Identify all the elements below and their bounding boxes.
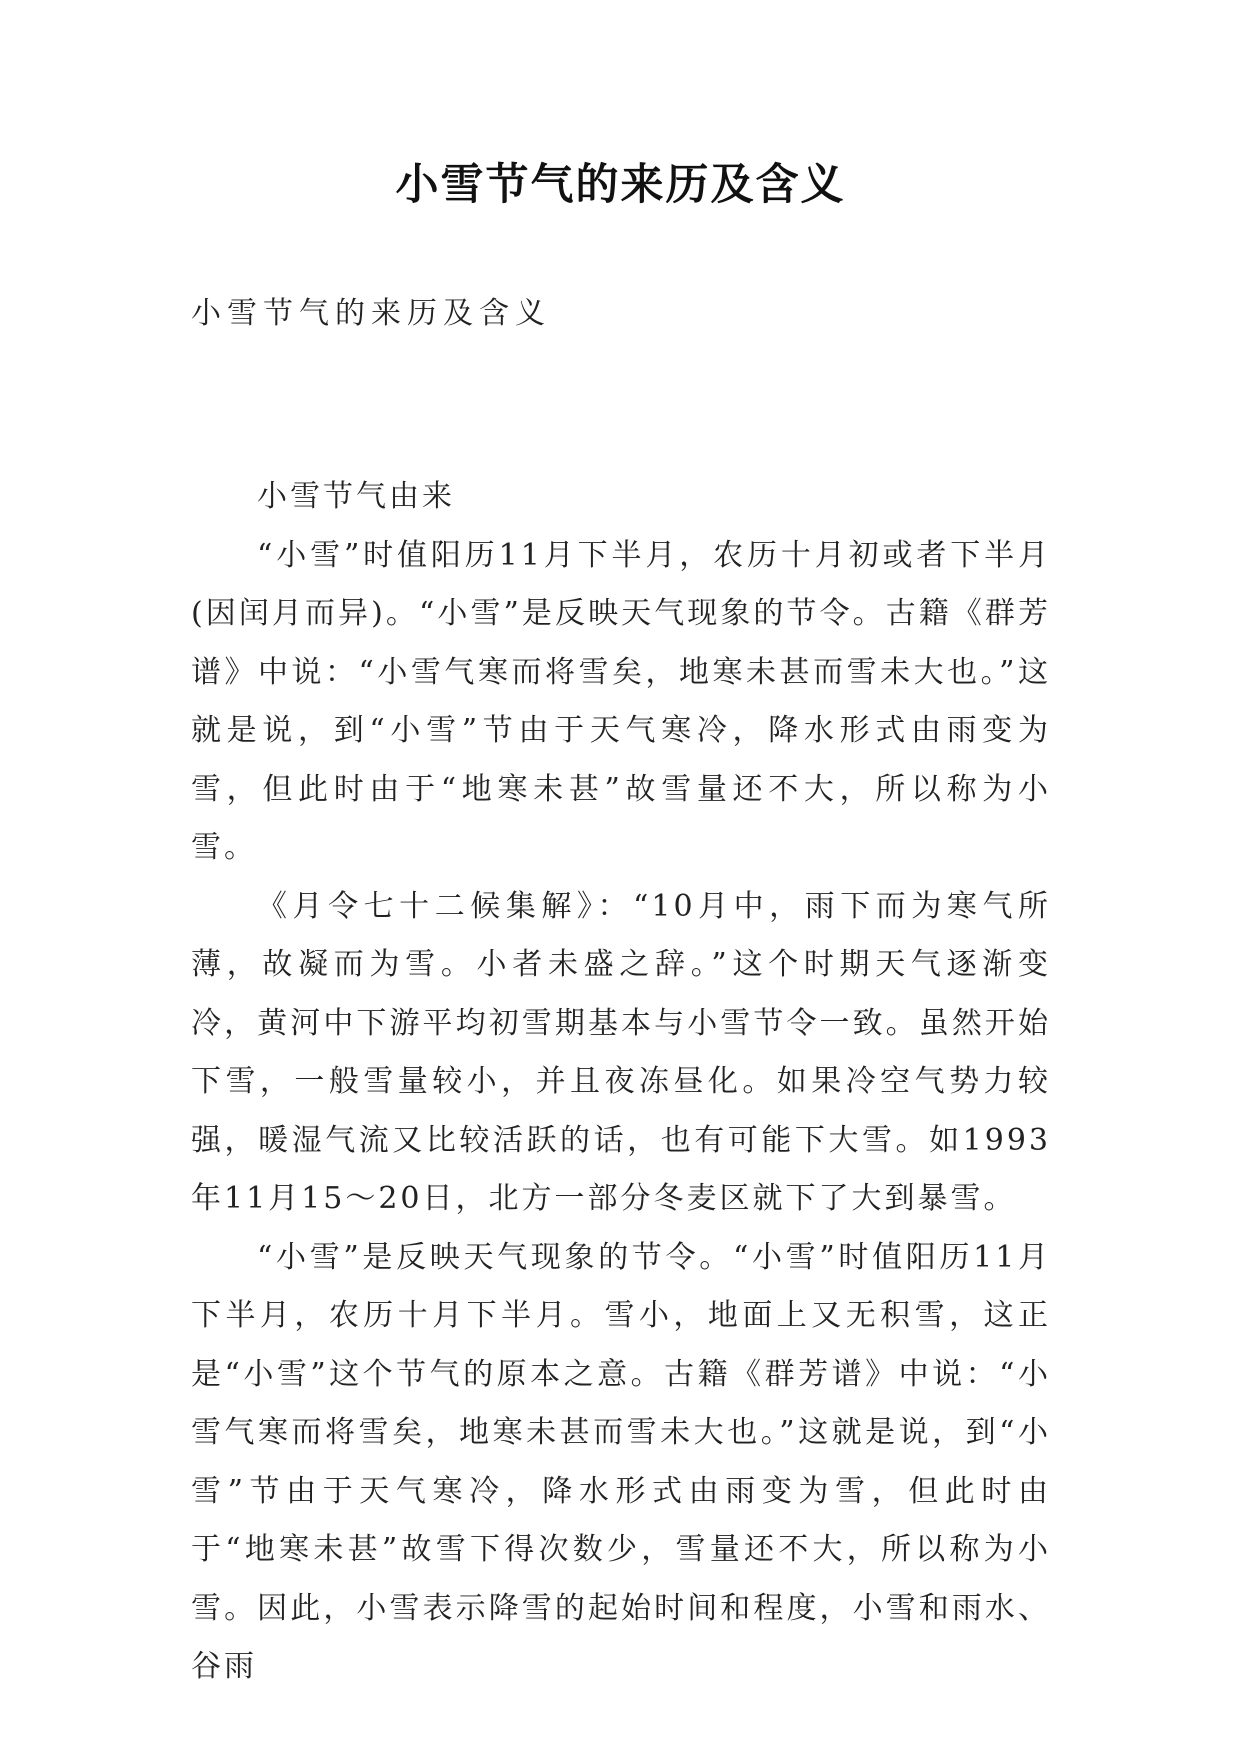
paragraph: 《月令七十二候集解》：“10月中，雨下而为寒气所薄，故凝而为雪。小者未盛之辞。”这个时期天气逐渐变冷，黄河中下游平均初雪期基本与小雪节令一致。虽然开始下雪，一般雪量较小，并且夜冻昼化。如果冷空气势力较强，暖湿气流又比较活跃的话，也有可能下大雪。如1993年11月15～20日，北方一部分冬麦区就下了大到暴雪。 bbox=[191, 888, 1051, 1216]
paragraph: “小雪”是反映天气现象的节令。“小雪”时值阳历11月下半月，农历十月下半月。雪小，地面上又无积雪，这正是“小雪”这个节气的原本之意。古籍《群芳谱》中说：“小雪气寒而将雪矣，地寒未甚而雪未大也。”这就是说，到“小雪”节由于天气寒冷，降水形式由雨变为雪，但此时由于“地寒未甚”故雪下得次数少，雪量还不大，所以称为小雪。因此，小雪表示降雪的起始时间和程度，小雪和雨水、谷雨 bbox=[191, 1239, 1051, 1684]
section-heading: 小雪节气由来 bbox=[257, 479, 455, 514]
document-body bbox=[191, 468, 1051, 1697]
paragraph: “小雪”时值阳历11月下半月，农历十月初或者下半月(因闰月而异)。“小雪”是反映天气现象的节令。古籍《群芳谱》中说：“小雪气寒而将雪矣，地寒未甚而雪未大也。”这就是说，到“小雪”节由于天气寒冷，降水形式由雨变为雪，但此时由于“地寒未甚”故雪量还不大，所以称为小雪。 bbox=[191, 537, 1051, 865]
document-subtitle: 小雪节气的来历及含义 bbox=[191, 296, 551, 331]
document-title: 小雪节气的来历及含义 bbox=[395, 160, 846, 210]
